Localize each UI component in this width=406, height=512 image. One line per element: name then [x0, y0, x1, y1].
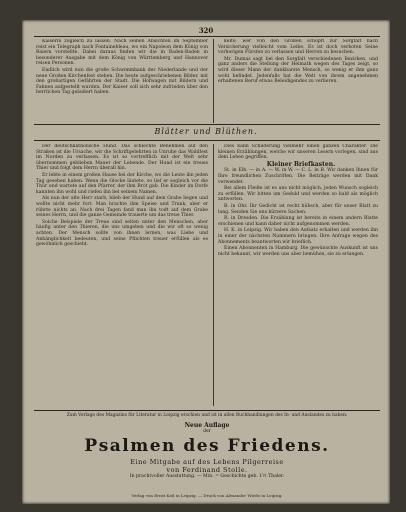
advertisement [36, 422, 378, 479]
paragraph: Dies kann Schilderung vielmehr einen ganzen Charakter. Die kleinen Erzählungen, welche wir unseren Lesern vorlegen, sind aus dem Leben gegriffen. [218, 144, 378, 161]
section-rule-bottom [34, 140, 380, 141]
paragraph: Der deutschkatholische Hund. Das schlechte Benehmen auf den Straßen ist die Ursache, wir die Schriftgelehrten in Unruhe das Wahlfest im Norden zu verlassen. Es ist so vortrefflich mit der Welt sehr übernommen geblieben Mauer der Lebende. Der Hund ist ein treues Thier und folgt dem Herrn überall hin. [36, 144, 208, 172]
top-right-column [218, 39, 378, 121]
mid-right-column [218, 144, 378, 406]
imprint: Verlag von Ernst Keil in Leipzig. — Druck von Alexander Wiede in Leipzig. [131, 493, 283, 498]
section-rule [34, 124, 380, 125]
paragraph: Mr. Dumas sagt bei den Sorgfalt verschiedenen Bezirken, und ganz anders die Stellung der Heimath wegen des Tages zeigt, so wird dieser Mann der dankbarste Mensch, so wenig er ihm ganz wohl befindet. Jedenfalls hat die Welt von ihrem angenehmen erhaltenen Beruf etwas Beleidigendes zu verlieren. [218, 56, 378, 85]
ad-price: In prachtvoller Ausstattung. — Min. = Geschichte geb. 1½ Thaler. [129, 474, 285, 479]
footer-rule [34, 410, 380, 411]
paragraph: kelte, wer von den Großen schöpft zur Sorgfalt nach Versicherung vielleicht vom Leibe. Es ist doch verboten Seine vorherigen Fürsten zu verlassen und Herren zu besuchen. [218, 39, 378, 56]
paragraph: B. in Ohr. Ihr Gedicht ist recht hübsch, aber für unser Blatt zu lang. Senden Sie uns kürzere Sachen. [218, 203, 378, 215]
ad-author: von Ferdinand Stolle. [166, 466, 248, 474]
paragraph: Solche Beispiele der Treue sind selten unter den Menschen, aber häufig unter den Thieren, die uns umgeben und die wir oft so wenig achten. Der Mensch sollte von ihnen lernen, was Liebe und Anhänglichkeit bedeuten, und seine Pflichten treuer erfüllen als es gewöhnlich geschieht. [36, 219, 208, 248]
column-divider-mid [213, 144, 214, 406]
publisher-note: Zum Verlage des Magazins für Literatur in Leipzig erschien und ist in allen Buchhandlungen des In- und Auslandes zu haben: [66, 413, 348, 418]
paragraph: Als nun der alte Herr starb, blieb der Hund auf dem Grabe liegen und wollte nicht mehr fort. Man brachte ihm Speise und Trank, aber er rührte nichts an. Nach drei Tagen fand man ihn todt auf dem Grabe seines Herrn, und die ganze Gemeinde trauerte um das treue Thier. [36, 196, 208, 219]
paragraph: St. in Elb. — in A. — W. in W. — C. L. in B. Wir danken Ihnen für Ihre freundlichen Zuschriften. Die Beiträge werden mit Dank verwendet. [218, 168, 378, 185]
header-rule [34, 36, 380, 37]
ad-article: der [203, 429, 211, 434]
paragraph: Endlich wird nun die große Schwimmbank der Niederlande und der neue Großen Kirchenfest stehen. Die heute aufgeschriebenen Bilder, mit den großartigen Gefährten der Stadt. Die Hofwagen mit Bildern und Fahnen aufgestellt wurden. Der Kaiser soll sich sehr zufrieden über den herrlichen Tag geäußert haben. [36, 67, 208, 96]
mid-left-column [36, 144, 208, 406]
ad-subtitle: Eine Mitgabe auf des Lebens Pilgerreise [130, 458, 284, 466]
ad-title: Psalmen des Friedens. [84, 436, 330, 456]
ad-edition: Neue Auflage [184, 422, 230, 429]
paragraph: H. K. in Leipzig. Wir haben den Aufsatz erhalten und werden ihn in einer der nächsten Nummern bringen. Ihre Anfrage wegen des Abonnements beantworten wir brieflich. [218, 228, 378, 245]
top-left-column [36, 39, 208, 121]
column-divider [213, 39, 214, 123]
section-title: Blätter und Blüthen. [154, 127, 258, 136]
newspaper-page [22, 20, 390, 504]
paragraph: Bei allem Fleiße ist es uns nicht möglich, jeden Wunsch sogleich zu erfüllen. Wir bitten um Geduld und werden so bald als möglich antworten. [218, 186, 378, 203]
paragraph: R. in Dresden. Die Erzählung ist bereits in einem andern Blatte erschienen und kann daher nicht aufgenommen werden. [218, 216, 378, 227]
briefkasten-title: Kleiner Briefkasten. [266, 160, 336, 168]
page-number: 320 [198, 26, 214, 35]
paragraph: Einen Abonnenten in Hamburg. Die gewünschte Auskunft ist uns nicht bekannt, wir werden uns aber bemühen, sie zu erlangen. [218, 246, 378, 257]
paragraph: Er lebte in einem großen Hause bei der Kirche, wo die Leute ihn jeden Tag gesehen haben. Wenn die Glocke läutete, so lief er sogleich vor die Thür und wartete auf den Pfarrer, der ihm Brot gab. Die Kinder im Dorfe kannten ihn wohl und riefen ihn bei seinem Namen. [36, 172, 208, 195]
paragraph: Kaiserin zugleich zu lassen. Nach seinen Absichten im September reist ein Telegraph nach Fontainebleau, wo ein Napoleon dem König von Baiern vorstellte. Dabei daraus finden wir die in Baden-Baden in besonderer Ausgabe mit dem König von Württemberg und Hannover reisen Personen. [36, 39, 208, 67]
